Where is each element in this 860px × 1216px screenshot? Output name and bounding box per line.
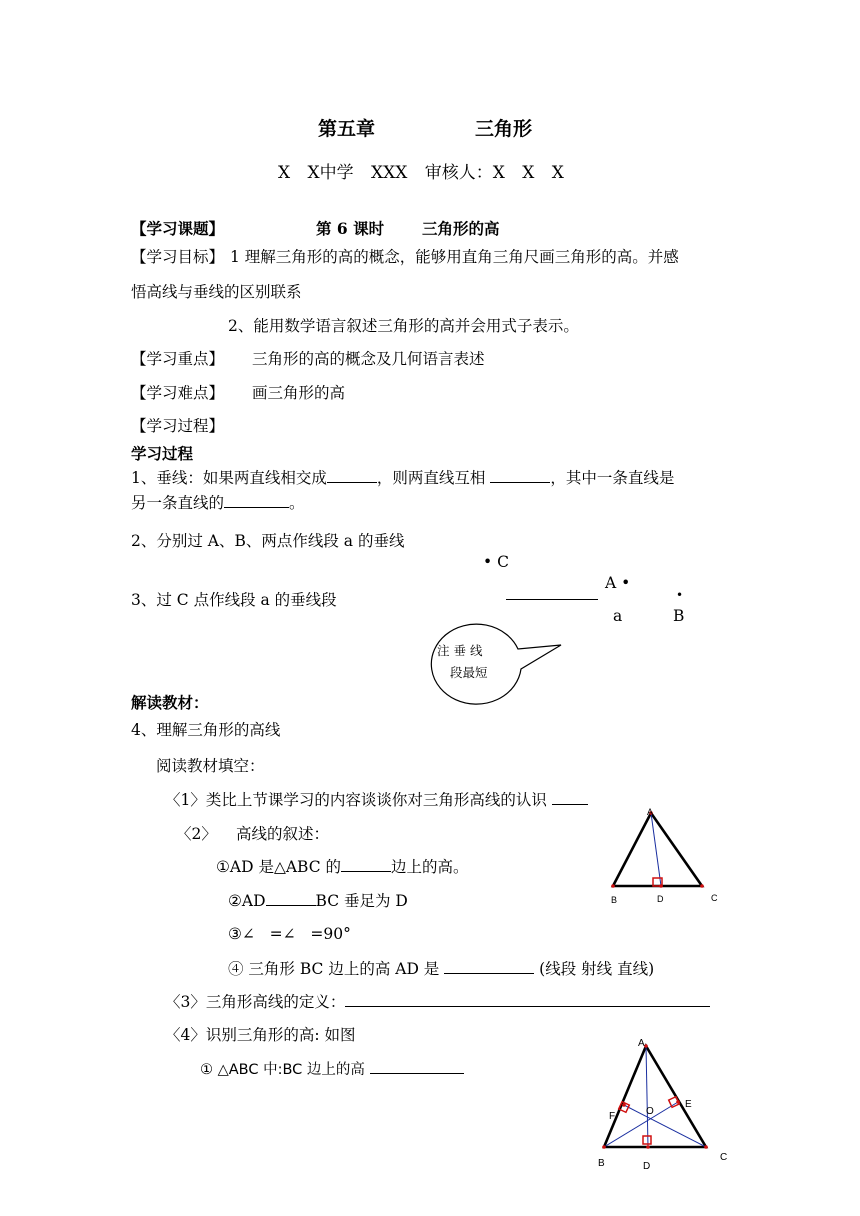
process-heading: 学习过程 (131, 444, 194, 463)
point-a-label: A • (605, 574, 631, 592)
foot-d-label: D (643, 1161, 651, 1172)
goal-2: 2、能用数学语言叙述三角形的高并会用式子表示。 (228, 317, 579, 335)
question-2: 2、分别过 A、B、两点作线段 a 的垂线 (131, 532, 405, 550)
process-label: 【学习过程】 (131, 417, 225, 435)
q1-text-a: 1、垂线：如果两直线相交成 (131, 469, 327, 487)
item-3: ③∠ =∠ =90° (228, 925, 351, 943)
orthocenter-o-label: O (646, 1106, 654, 1117)
q1-text-c: ，其中一条直线是 (550, 469, 675, 487)
answer-blank[interactable] (341, 856, 391, 872)
segment-a (506, 599, 598, 600)
point-2-label: 〈2〉 (176, 825, 217, 843)
question-1-line-b (131, 492, 305, 513)
vertex-c-label: C (711, 893, 718, 903)
item-2 (228, 890, 408, 911)
answer-blank[interactable] (370, 1058, 464, 1074)
item-4-text-b: (线段 射线 直线) (539, 960, 655, 978)
point-2-text: 高线的叙述： (236, 825, 330, 843)
reading-heading: 解读教材： (131, 693, 209, 712)
q1-text-b: ，则两直线互相 (376, 469, 486, 487)
point-b-dot: • (676, 588, 684, 602)
vertex-c-label: C (720, 1152, 728, 1163)
bubble-text-1: 注 垂 线 (437, 643, 483, 658)
vertex-a-label: A (647, 807, 654, 817)
goal-1-line-a: 1 理解三角形的高的概念，能够用直角三角尺画三角形的高。并感 (230, 248, 679, 266)
difficulty-label: 【学习难点】 (131, 384, 225, 402)
vertex-b-label: B (611, 895, 618, 905)
item-2-text-b: BC 垂足为 D (315, 892, 408, 910)
point-4-item-1-text: ① △ABC 中:BC 边上的高 (200, 1062, 365, 1078)
point-b-label: B (673, 607, 685, 625)
vertex-b-label: B (598, 1158, 605, 1169)
point-c-label: • C (483, 553, 509, 571)
goal-label: 【学习目标】 (131, 248, 225, 266)
item-4 (228, 958, 654, 979)
item-1-text-b: 边上的高。 (391, 858, 469, 876)
q1-text-d: 另一条直线的 (131, 494, 225, 512)
question-3: 3、过 C 点作线段 a 的垂线段 (131, 591, 337, 609)
item-2-text-a: ②AD (228, 892, 266, 910)
foot-f-label: F (609, 1111, 616, 1122)
key-text: 三角形的高的概念及几何语言表述 (252, 350, 485, 368)
vertex-a-label: A (638, 1038, 645, 1049)
foot-d-label: D (657, 894, 664, 904)
item-4-text-a: ④ 三角形 BC 边上的高 AD 是 (228, 960, 440, 978)
item-1-text-a: ①AD 是△ABC 的 (216, 858, 342, 876)
answer-blank[interactable] (490, 467, 550, 483)
answer-blank[interactable] (327, 467, 377, 483)
answer-blank[interactable] (345, 991, 710, 1007)
q1-text-e: 。 (289, 494, 305, 512)
chapter-number: 第五章 (318, 118, 376, 140)
item-1 (216, 856, 469, 877)
segment-a-label: a (613, 607, 623, 625)
answer-blank[interactable] (224, 492, 289, 508)
topic-label: 【学习课题】 (131, 219, 225, 238)
point-1-text: 〈1〉类比上节课学习的内容谈谈你对三角形高线的认识 (165, 791, 547, 809)
point-1 (165, 789, 588, 810)
foot-e-label: E (685, 1099, 692, 1110)
key-label: 【学习重点】 (131, 350, 225, 368)
point-3-text: 〈3〉三角形高线的定义： (165, 993, 346, 1011)
triangle-altitude-figure (605, 805, 730, 910)
reading-instruction: 阅读教材填空： (156, 757, 265, 775)
question-1-line-a (131, 467, 674, 488)
answer-blank[interactable] (444, 958, 534, 974)
orthocenter-figure (590, 1030, 740, 1180)
chapter-title: 三角形 (475, 118, 533, 140)
author-line: X X中学 XXX 审核人：X X X (278, 163, 564, 183)
answer-blank[interactable] (552, 789, 588, 805)
topic-period: 第 6 课时 (316, 219, 385, 238)
difficulty-text: 画三角形的高 (252, 384, 346, 402)
question-4: 4、理解三角形的高线 (131, 721, 281, 739)
point-4: 〈4〉识别三角形的高: 如图 (165, 1026, 356, 1044)
bubble-text-2: 段最短 (450, 665, 488, 680)
answer-blank[interactable] (266, 890, 316, 906)
point-4-item-1 (200, 1058, 464, 1080)
goal-1-line-b: 悟高线与垂线的区别联系 (131, 283, 302, 301)
point-3 (165, 991, 710, 1012)
topic-name: 三角形的高 (422, 219, 500, 238)
note-bubble (420, 612, 570, 707)
